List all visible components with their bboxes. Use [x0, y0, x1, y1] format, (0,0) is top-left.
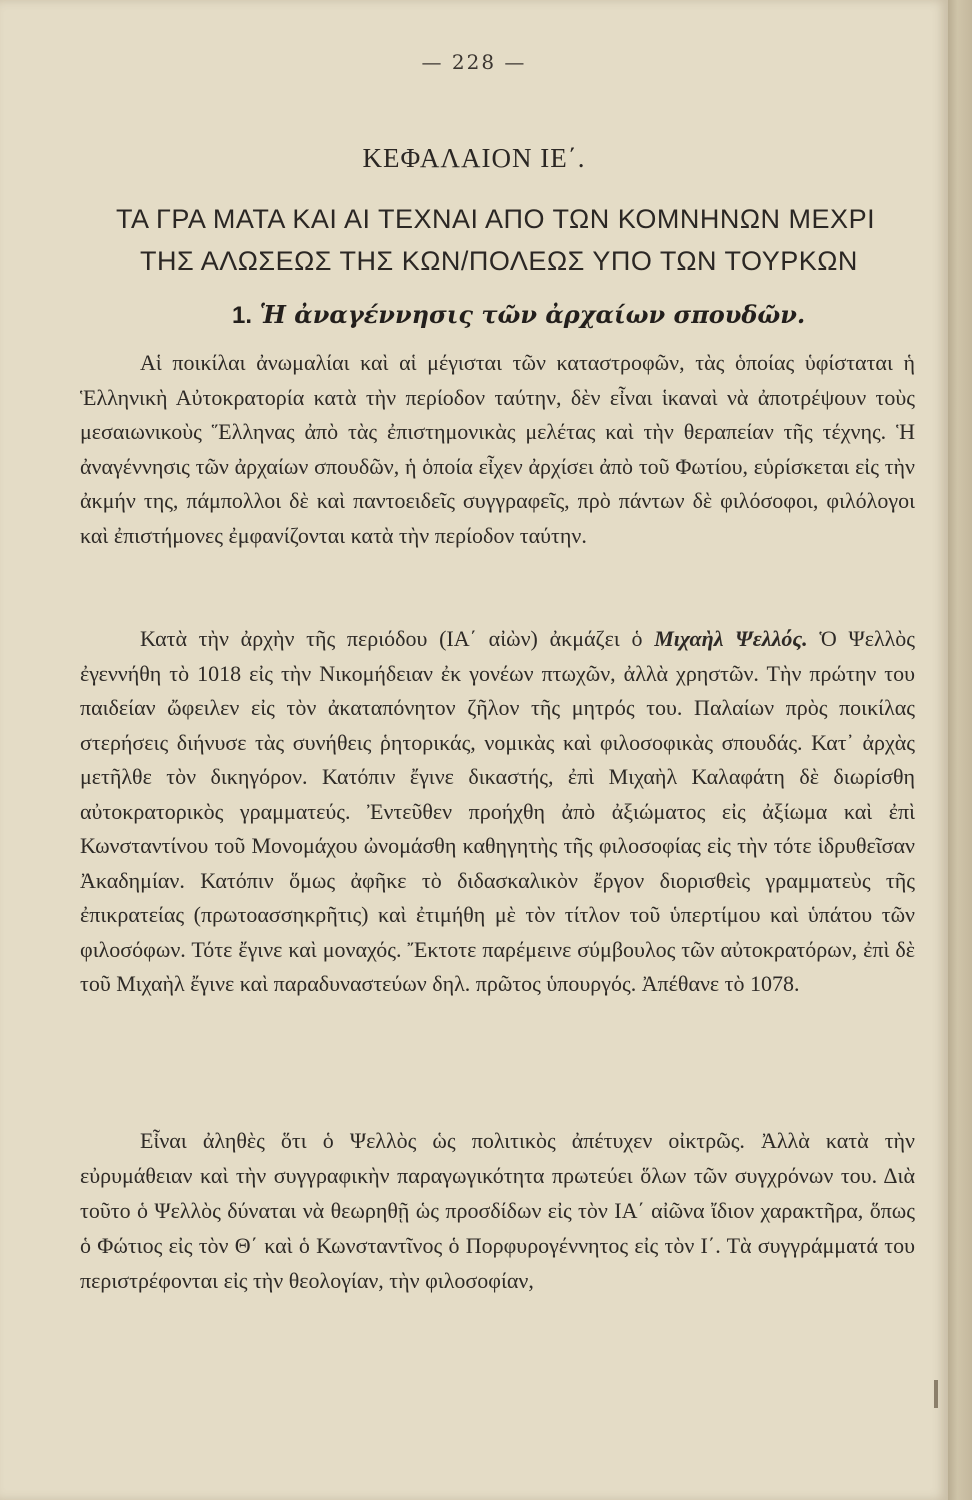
paragraph-2-rest: Ὁ Ψελλὸς ἐγεννήθη τὸ 1018 εἰς τὴν Νικομήδειαν ἐκ γονέων πτωχῶν, ἀλλὰ χρηστῶν. Τὴν πρώτην του παιδείαν ὤφειλεν εἰς τὸν ἀκαταπόνητον ζῆλον τῆς μητρός του. Παλαίων πρὸς ποικίλας στερήσεις διήνυσε τὰς συνήθεις ῥητορικάς, νομικὰς καὶ φιλοσοφικὰς σπουδάς. Κατ᾽ ἀρχὰς μετῆλθε τὸν δικηγόρον. Κατόπιν ἔγινε δικαστής, ἐπὶ Μιχαὴλ Καλαφάτη δὲ διωρίσθη αὐτοκρατορικὸς γραμματεύς. Ἐντεῦθεν προήχθη ἀπὸ ἀξιώματος εἰς ἀξίωμα καὶ ἐπὶ Κωνσταντίνου τοῦ Μονομάχου ὠνομάσθη καθηγητὴς τῆς φιλοσοφίας εἰς τὴν τότε ἱδρυθεῖσαν Ἀκαδημίαν. Κατόπιν ὅμως ἀφῆκε τὸ διδασκαλικὸν ἔργον διορισθεὶς γραμματεὺς τῆς ἐπικρατείας (πρωτοασσηκρῆτις) καὶ ἐτιμήθη μὲ τὸν τίτλον τοῦ ὑπερτίμου καὶ ὑπάτου τῶν φιλοσόφων. Τότε ἔγινε καὶ μοναχός. Ἔκτοτε παρέμεινε σύμβουλος τῶν αὐτοκρατόρων, ἐπὶ δὲ τοῦ Μιχαὴλ ἔγινε καὶ παραδυναστεύων δηλ. πρῶτος ὑπουργός. Ἀπέθανε τὸ 1078. — [80, 626, 915, 996]
chapter-title-line-1: ΤΑ ΓΡΑ ΜΑΤΑ ΚΑΙ ΑΙ ΤΕΧΝΑΙ ΑΠΟ ΤΩΝ ΚΟΜΝΗΝΩΝ ΜΕΧΡΙ — [116, 204, 876, 234]
adjacent-page-edge — [948, 0, 972, 1500]
margin-mark — [934, 1380, 938, 1408]
paragraph-3: Εἶναι ἀληθὲς ὅτι ὁ Ψελλὸς ὡς πολιτικὸς ἀπέτυχεν οἰκτρῶς. Ἀλλὰ κατὰ τὴν εὐρυμάθειαν καὶ τὴν συγγραφικὴν παραγωγικότητα πρωτεύει ὅλων τῶν συγχρόνων του. Διὰ τοῦτο ὁ Ψελλὸς δύναται νὰ θεωρηθῇ ὡς προσδίδων εἰς τὸν ΙΑ΄ αἰῶνα ἴδιον χαρακτῆρα, ὅπως ὁ Φώτιος εἰς τὸν Θ΄ καὶ ὁ Κωνσταντῖνος ὁ Πορφυρογέννητος εἰς τὸν Ι΄. Τὰ συγγράμματά του περιστρέφονται εἰς τὴν θεολογίαν, τὴν φιλοσοφίαν, — [80, 1128, 915, 1293]
paragraph-1: Αἱ ποικίλαι ἀνωμαλίαι καὶ αἱ μέγισται τῶν καταστροφῶν, τὰς ὁποίας ὑφίσταται ἡ Ἑλληνικὴ Αὐτοκρατορία κατὰ τὴν περίοδον ταύτην, δὲν εἶναι ἱκαναὶ νὰ ἀποτρέψουν τοὺς μεσαιωνικοὺς Ἕλληνας ἀπὸ τὰς ἐπιστημονικὰς μελέτας καὶ τὴν θεραπείαν τῆς τέχνης. Ἡ ἀναγέννησις τῶν ἀρχαίων σπουδῶν, ἡ ὁποία εἶχεν ἀρχίσει ἀπὸ τοῦ Φωτίου, εὑρίσκεται εἰς τὴν ἀκμήν της, πάμπολλοι δὲ καὶ παντοειδεῖς συγγραφεῖς, πρὸ πάντων δὲ φιλόσοφοι, φιλόλογοι καὶ ἐπιστήμονες ἐμφανίζονται κατὰ τὴν περίοδον ταύτην. — [80, 350, 915, 548]
section-number: 1. — [232, 302, 253, 329]
page-number: — 228 — — [421, 50, 527, 74]
paragraph-2 — [80, 622, 915, 1002]
chapter-title-line-2: ΤΗΣ ΑΛΩΣΕΩΣ ΤΗΣ ΚΩΝ/ΠΟΛΕΩΣ ΥΠΟ ΤΩΝ ΤΟΥΡΚΩΝ — [140, 246, 858, 276]
chapter-heading: ΚΕΦΑΛΑΙΟΝ ΙΕ΄. — [362, 143, 586, 173]
section-heading — [232, 300, 805, 330]
paragraph-2-start: Κατὰ τὴν ἀρχὴν τῆς περιόδου (ΙΑ΄ αἰὼν) ἀκμάζει ὁ — [140, 626, 643, 651]
section-title: Ἡ ἀναγέννησις τῶν ἀρχαίων σπουδῶν. — [259, 300, 806, 329]
person-name-psellos: Μιχαὴλ Ψελλός. — [654, 626, 808, 651]
